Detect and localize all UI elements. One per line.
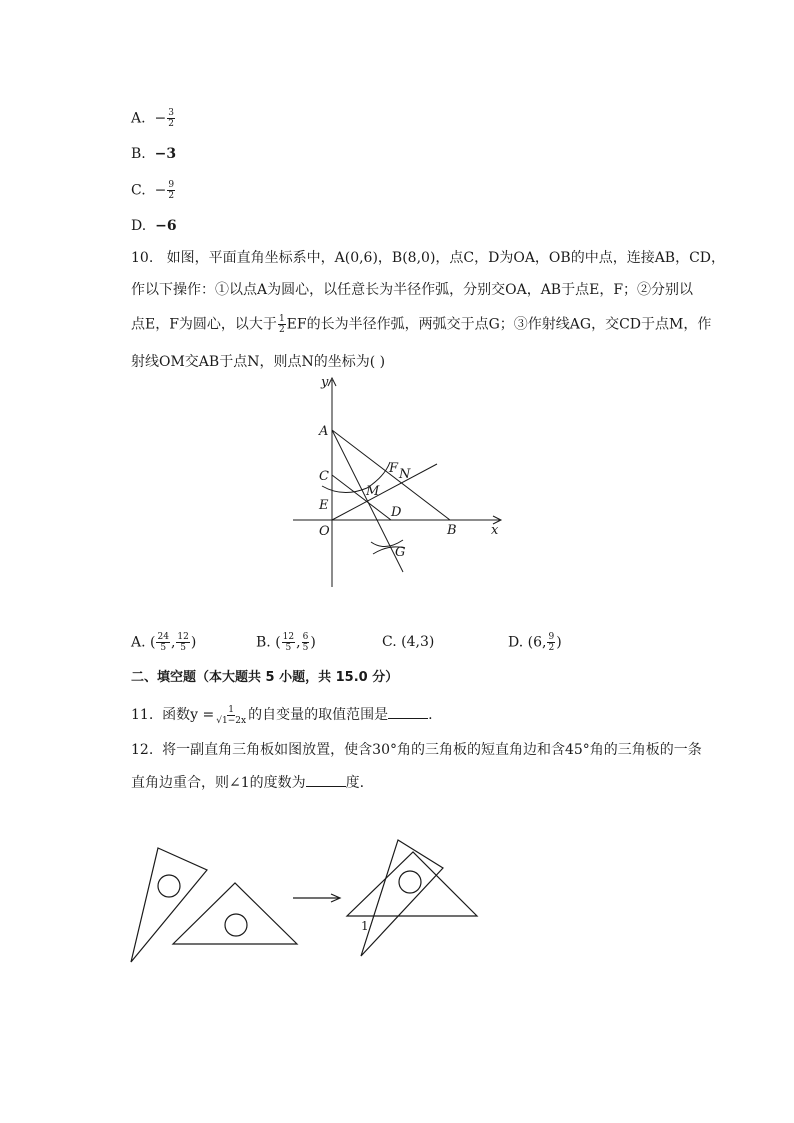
q10-option-c: C. (4,3) xyxy=(382,634,435,650)
q9-option-a: A. − $\frac{3}{2}$ xyxy=(131,108,174,129)
label-c: C xyxy=(319,469,329,484)
label-f: F xyxy=(389,461,399,476)
q9-option-b: B. −3 xyxy=(131,146,177,162)
q12-triangle-figure xyxy=(125,830,485,970)
segment-cd xyxy=(332,475,391,520)
hole-circle xyxy=(158,875,180,897)
label-a: A xyxy=(319,424,329,439)
hole-circle xyxy=(399,871,421,893)
q10-coordinate-figure xyxy=(285,372,515,592)
q10-option-d: D. (6, $\frac{9}{2}$ ) xyxy=(508,632,562,653)
angle-1-label: 1 xyxy=(361,919,369,933)
answer-blank[interactable] xyxy=(388,704,428,719)
fraction: $\frac{3}{2}$ xyxy=(168,108,174,129)
q12-line-1: 12. 将一副直角三角板如图放置，使含30°角的三角板的短直角边和含45°角的三角板的一条 xyxy=(131,742,702,758)
label-d: D xyxy=(391,505,402,520)
q10-line-3: 点E，F为圆心，以大于 $\frac{1}{2}$ EF的长为半径作弧，两弧交于点G；③作射线AG，交CD于点M，作 xyxy=(131,314,712,335)
ray-ag xyxy=(332,430,406,572)
q12-line-2: 直角边重合，则∠1的度数为 度. xyxy=(131,772,364,793)
label-y: y xyxy=(321,375,329,390)
triangle-30-60 xyxy=(131,848,207,962)
q10-option-a: A. ( $\frac{24}{5}$ , $\frac{12}{5}$ ) xyxy=(131,632,197,653)
label-x: x xyxy=(491,523,499,538)
label-n: N xyxy=(399,467,411,482)
section-title: 二、填空题（本大题共 5 小题，共 15.0 分） xyxy=(131,670,399,685)
triangle-30-60-combined xyxy=(361,840,443,956)
hole-circle xyxy=(225,914,247,936)
fraction: $\frac{9}{2}$ xyxy=(168,180,175,201)
q9-option-d: D. −6 xyxy=(131,218,177,234)
q10-line-4: 射线OM交AB于点N，则点N的坐标为( ) xyxy=(131,354,386,370)
q9-option-c: C. − $\frac{9}{2}$ xyxy=(131,180,175,201)
label-o: O xyxy=(319,524,330,539)
label-b: B xyxy=(447,523,457,538)
label-e: E xyxy=(319,498,329,513)
label-m: M xyxy=(366,484,380,499)
q11-line: 11. 函数y = $\frac{1}{√1-2x}$ 的自变量的取值范围是 . xyxy=(131,704,433,726)
answer-blank[interactable] xyxy=(306,772,346,787)
triangle-45-combined xyxy=(347,852,477,916)
fraction: $\frac{1}{2}$ xyxy=(278,314,285,335)
q10-line-2: 作以下操作：①以点A为圆心，以任意长为半径作弧，分别交OA，AB于点E，F；②分别以 xyxy=(131,282,694,298)
q10-option-b: B. ( $\frac{12}{5}$ , $\frac{6}{5}$ ) xyxy=(256,632,316,653)
q10-line-1: 10. 如图，平面直角坐标系中，A(0,6)，B(8,0)，点C，D为OA，OB的中点，连接AB，CD， xyxy=(131,250,726,266)
label-g: G xyxy=(395,545,406,560)
